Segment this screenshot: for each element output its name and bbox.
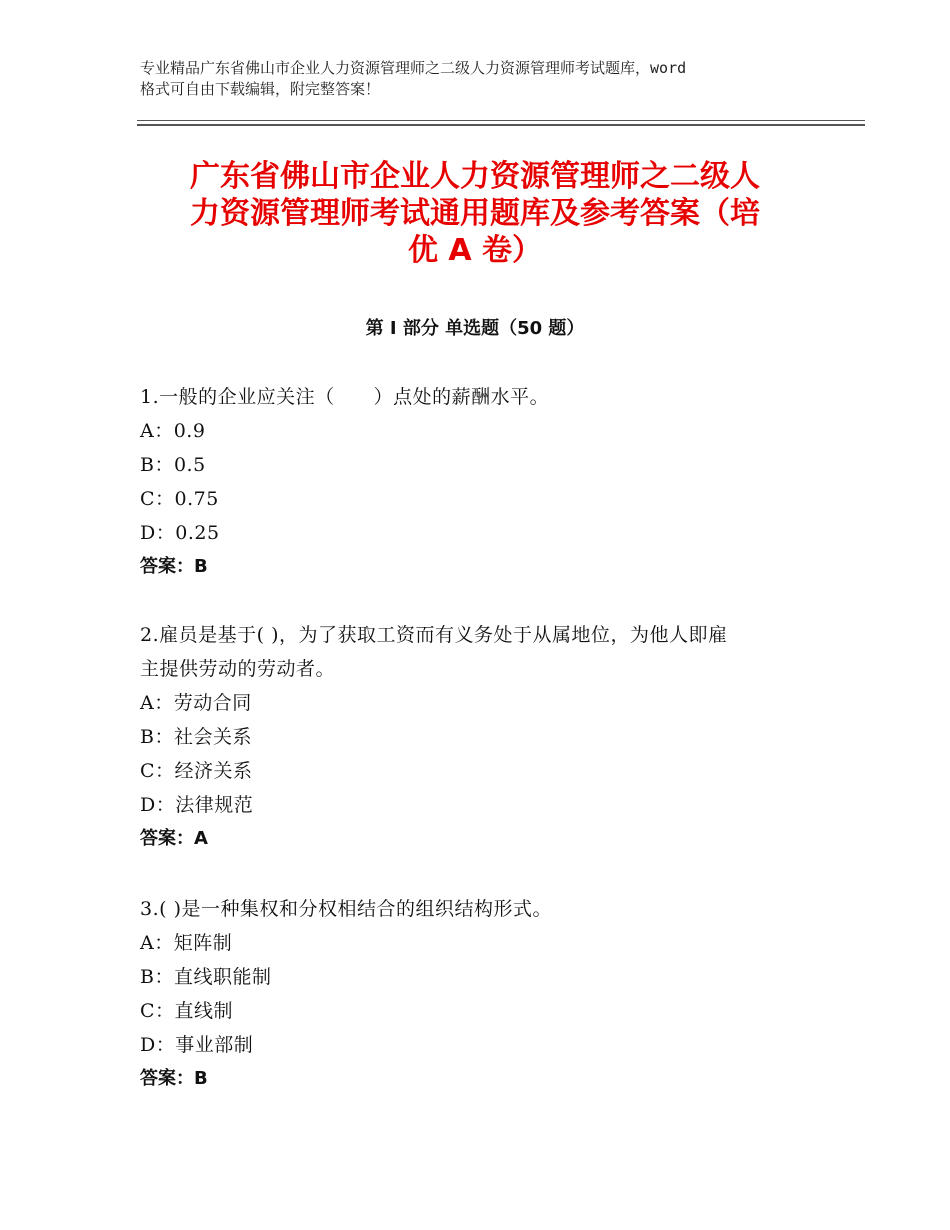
question-2-option-a: A：劳动合同 [140, 692, 252, 714]
question-3-option-a: A：矩阵制 [140, 932, 233, 954]
question-1-option-a: A：0.9 [140, 420, 206, 442]
question-1-option-c: C：0.75 [140, 488, 219, 510]
question-1-option-d: D：0.25 [140, 522, 220, 544]
header-divider-thin [137, 120, 865, 121]
question-1-stem: 1.一般的企业应关注（ ）点处的薪酬水平。 [140, 386, 550, 408]
question-3-option-b: B：直线职能制 [140, 966, 272, 988]
header-note [140, 58, 840, 100]
question-1-answer: 答案：B [140, 556, 208, 577]
header-note-line-1: 专业精品广东省佛山市企业人力资源管理师之二级人力资源管理师考试题库，word [140, 59, 687, 77]
question-2-answer: 答案：A [140, 828, 208, 849]
question-3-stem: 3.( )是一种集权和分权相结合的组织结构形式。 [140, 898, 552, 920]
question-2-stem-line-2: 主提供劳动的劳动者。 [140, 658, 336, 680]
document-title-line-1: 广东省佛山市企业人力资源管理师之二级人 [190, 159, 760, 194]
header-note-line-2: 格式可自由下载编辑，附完整答案！ [140, 80, 381, 98]
document-title-line-3: 优 A 卷） [407, 233, 543, 268]
section-title: 第 I 部分 单选题（50 题） [365, 318, 585, 339]
question-2-option-d: D：法律规范 [140, 794, 254, 816]
question-3-option-c: C：直线制 [140, 1000, 234, 1022]
question-2-stem-line-1: 2.雇员是基于( )，为了获取工资而有义务处于从属地位，为他人即雇 [140, 624, 728, 646]
question-2-option-b: B：社会关系 [140, 726, 252, 748]
question-3-option-d: D：事业部制 [140, 1034, 254, 1056]
document-title [140, 158, 810, 269]
question-3-answer: 答案：B [140, 1068, 208, 1089]
question-1-option-b: B：0.5 [140, 454, 206, 476]
document-title-line-2: 力资源管理师考试通用题库及参考答案（培 [190, 196, 760, 231]
header-divider-thick [137, 124, 865, 126]
question-2-option-c: C：经济关系 [140, 760, 253, 782]
